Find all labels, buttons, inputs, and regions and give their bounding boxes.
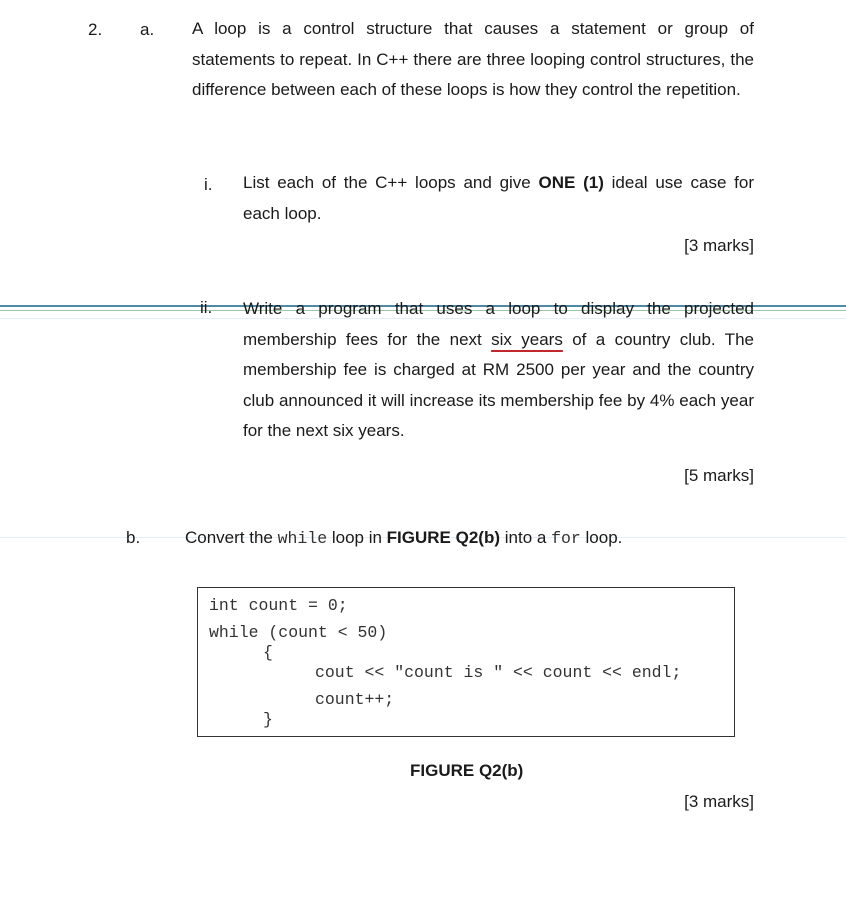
sub-ii-marks: [5 marks]: [684, 466, 754, 485]
part-a-text: A loop is a control structure that causes a statement or group of statements to repeat. In C++ there are three looping control structures, the difference between each of these loops is how they control the repetition.: [192, 19, 754, 99]
part-b-loop-in: loop in: [327, 528, 387, 547]
part-b-convert: Convert the: [185, 528, 278, 547]
sub-ii-text: [243, 294, 754, 447]
sub-ii-text-before: Write a program that uses a loop to display the projected membership fees for the next: [243, 299, 754, 349]
sub-i-text: [243, 168, 754, 229]
figure-caption: FIGURE Q2(b): [410, 761, 524, 780]
sub-i-bold: ONE (1): [538, 173, 604, 192]
part-b-code-for: for: [551, 529, 581, 548]
part-b-text: [185, 528, 622, 548]
sub-ii-text-after: of a country club. The membership fee is charged at RM 2500 per year and the country club announced it will increase its membership fee by 4% each year for the next six years.: [243, 329, 754, 440]
sub-ii-label: ii.: [200, 298, 213, 317]
part-b-label: b.: [126, 528, 141, 547]
sub-i-text-before: List each of the C++ loops and give: [243, 173, 539, 192]
code-line-4: cout << "count is " << count << endl;: [315, 663, 682, 682]
code-line-3: {: [263, 643, 273, 662]
sub-i-label: i.: [204, 175, 213, 194]
sub-i-text-after: ideal use case for each loop.: [243, 173, 754, 223]
code-line-2: while (count < 50): [209, 623, 388, 642]
code-line-1: int count = 0;: [209, 596, 348, 615]
part-b-figure-ref: FIGURE Q2(b): [386, 528, 501, 547]
part-a-label: a.: [140, 20, 155, 39]
question-number: 2.: [88, 20, 103, 39]
part-b-end: loop.: [580, 528, 623, 547]
code-line-5: count++;: [315, 690, 395, 709]
code-line-6: }: [263, 710, 273, 729]
sub-i-marks: [3 marks]: [684, 236, 754, 255]
part-b-code-while: while: [277, 529, 328, 548]
part-b-marks: [3 marks]: [684, 792, 754, 811]
sub-ii-underlined: six years: [491, 329, 563, 349]
part-b-into: into a: [500, 528, 552, 547]
code-figure-box: [197, 587, 735, 737]
